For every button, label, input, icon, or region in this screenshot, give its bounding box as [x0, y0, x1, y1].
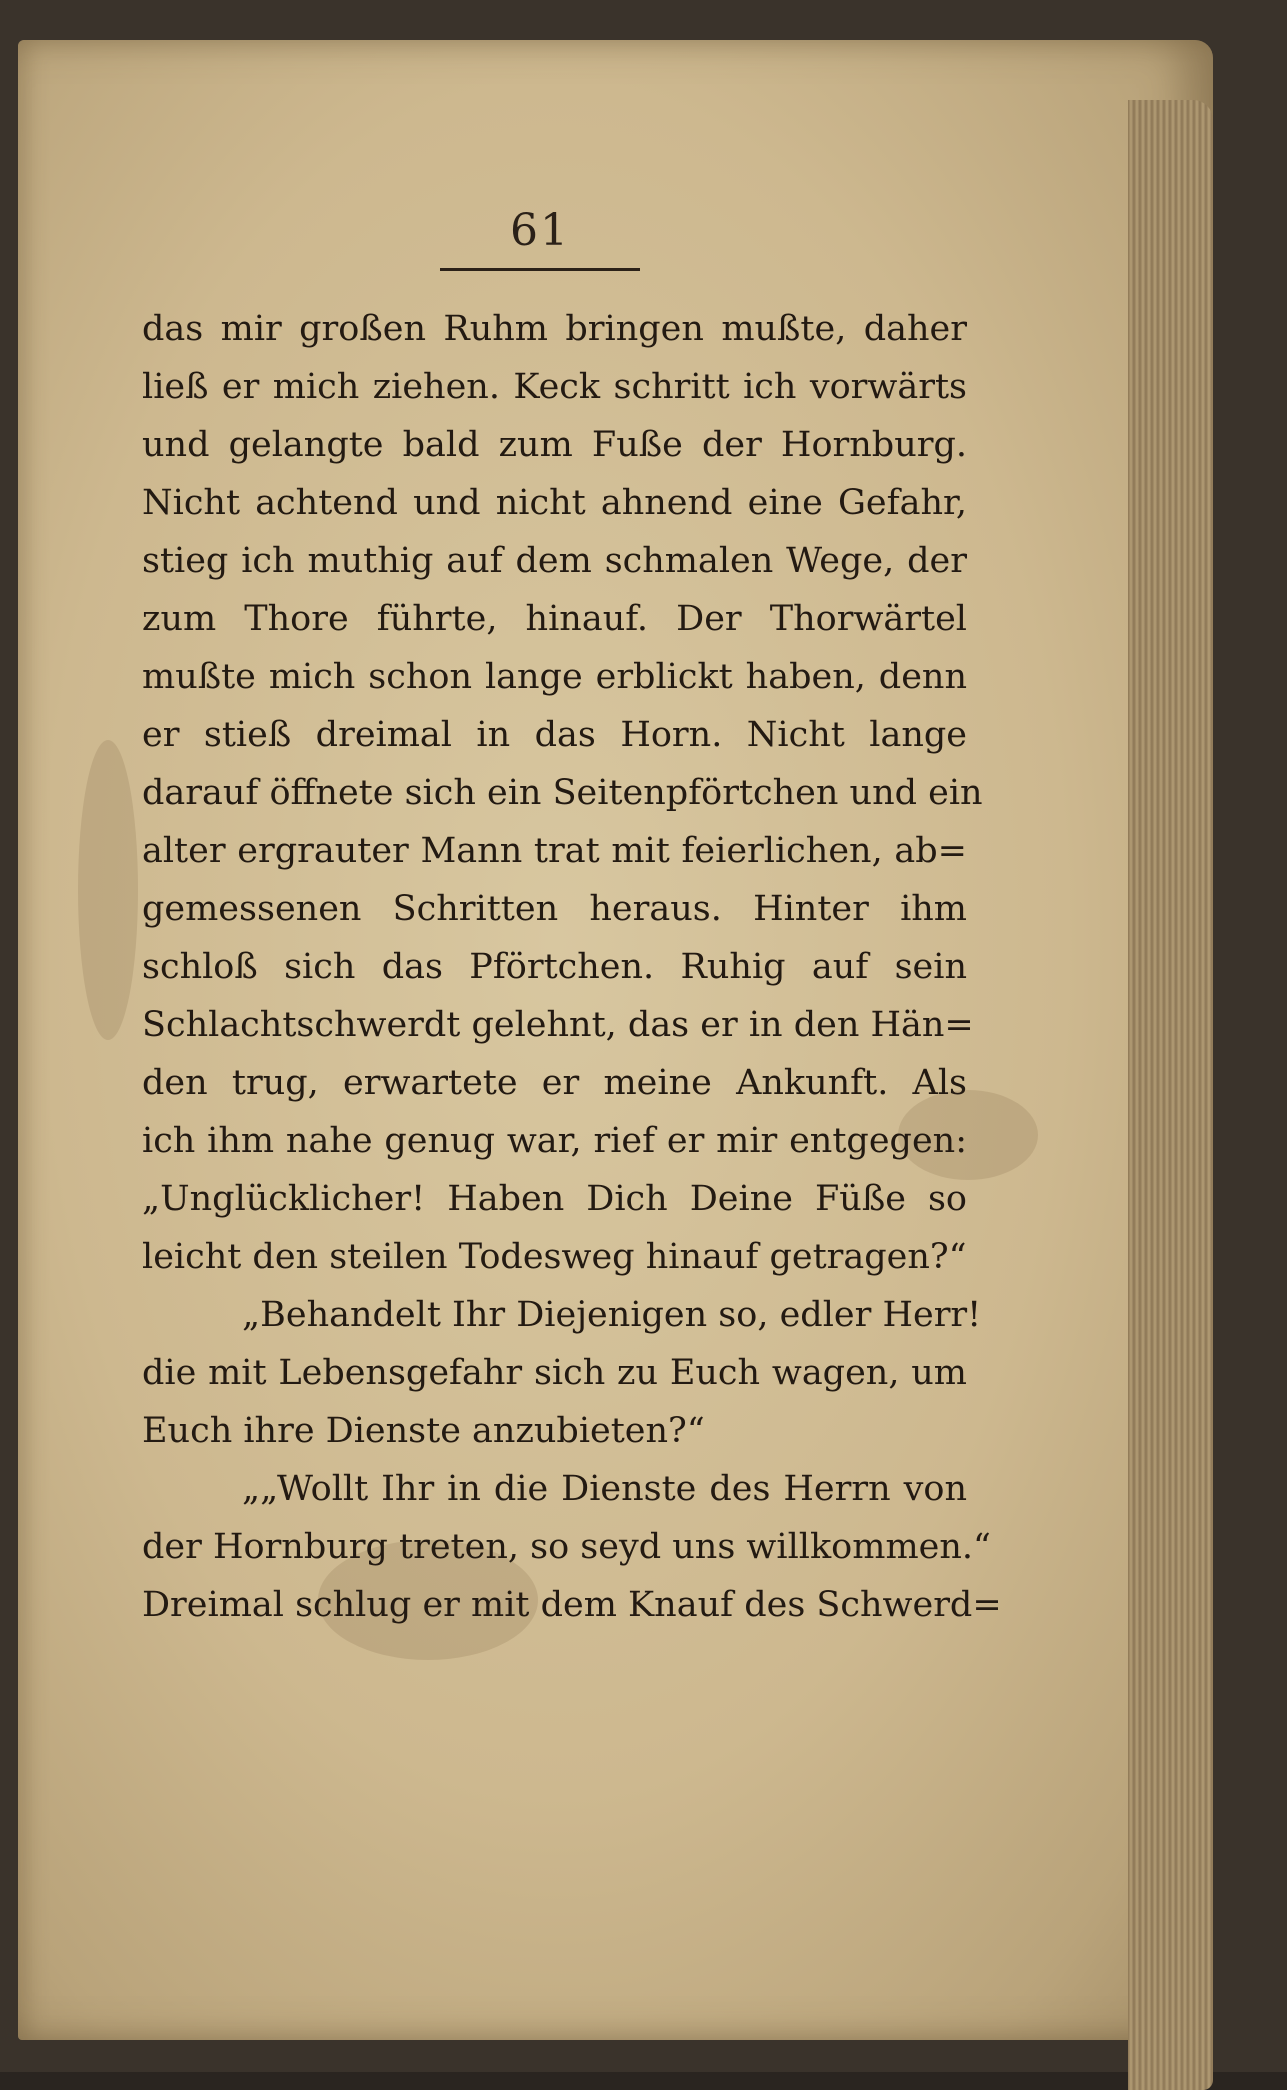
text-line: „Behandelt Ihr Diejenigen so, edler Herr! — [242, 1295, 982, 1335]
text-line: der Hornburg treten, so seyd uns willkommen.“ — [142, 1527, 991, 1567]
header-rule — [440, 268, 640, 271]
text-line: mußte mich schon lange erblickt haben, denn — [142, 657, 967, 697]
text-line: „„Wollt Ihr in die Dienste des Herrn von — [242, 1469, 967, 1509]
text-line: „Unglücklicher! Haben Dich Deine Füße so — [142, 1179, 967, 1219]
text-line: darauf öffnete sich ein Seitenpförtchen und ein — [142, 773, 983, 813]
text-line: ich ihm nahe genug war, rief er mir entgegen: — [142, 1121, 967, 1161]
text-line: den trug, erwartete er meine Ankunft. Als — [142, 1063, 967, 1103]
text-line: zum Thore führte, hinauf. Der Thorwärtel — [142, 599, 967, 639]
text-line: und gelangte bald zum Fuße der Hornburg. — [142, 425, 967, 465]
text-line: das mir großen Ruhm bringen mußte, daher — [142, 309, 967, 349]
text-line: er stieß dreimal in das Horn. Nicht lange — [142, 715, 967, 755]
page-number: 61 — [510, 205, 570, 256]
text-line: alter ergrauter Mann trat mit feierlichen, ab= — [142, 831, 967, 871]
text-line: schloß sich das Pförtchen. Ruhig auf sein — [142, 947, 967, 987]
stain — [78, 740, 138, 1040]
text-line: ließ er mich ziehen. Keck schritt ich vorwärts — [142, 367, 967, 407]
text-line: Euch ihre Dienste anzubieten?“ — [142, 1411, 705, 1451]
text-line: die mit Lebensgefahr sich zu Euch wagen, um — [142, 1353, 967, 1393]
text-line: gemessenen Schritten heraus. Hinter ihm — [142, 889, 967, 929]
body-text — [142, 300, 1002, 1634]
text-line: Nicht achtend und nicht ahnend eine Gefahr, — [142, 483, 967, 523]
text-line: Dreimal schlug er mit dem Knauf des Schwerd= — [142, 1585, 1002, 1625]
text-line: leicht den steilen Todesweg hinauf getragen?“ — [142, 1237, 967, 1277]
text-line: stieg ich muthig auf dem schmalen Wege, der — [142, 541, 967, 581]
page-edges — [1128, 100, 1213, 2090]
text-line: Schlachtschwerdt gelehnt, das er in den Hän= — [142, 1005, 974, 1045]
